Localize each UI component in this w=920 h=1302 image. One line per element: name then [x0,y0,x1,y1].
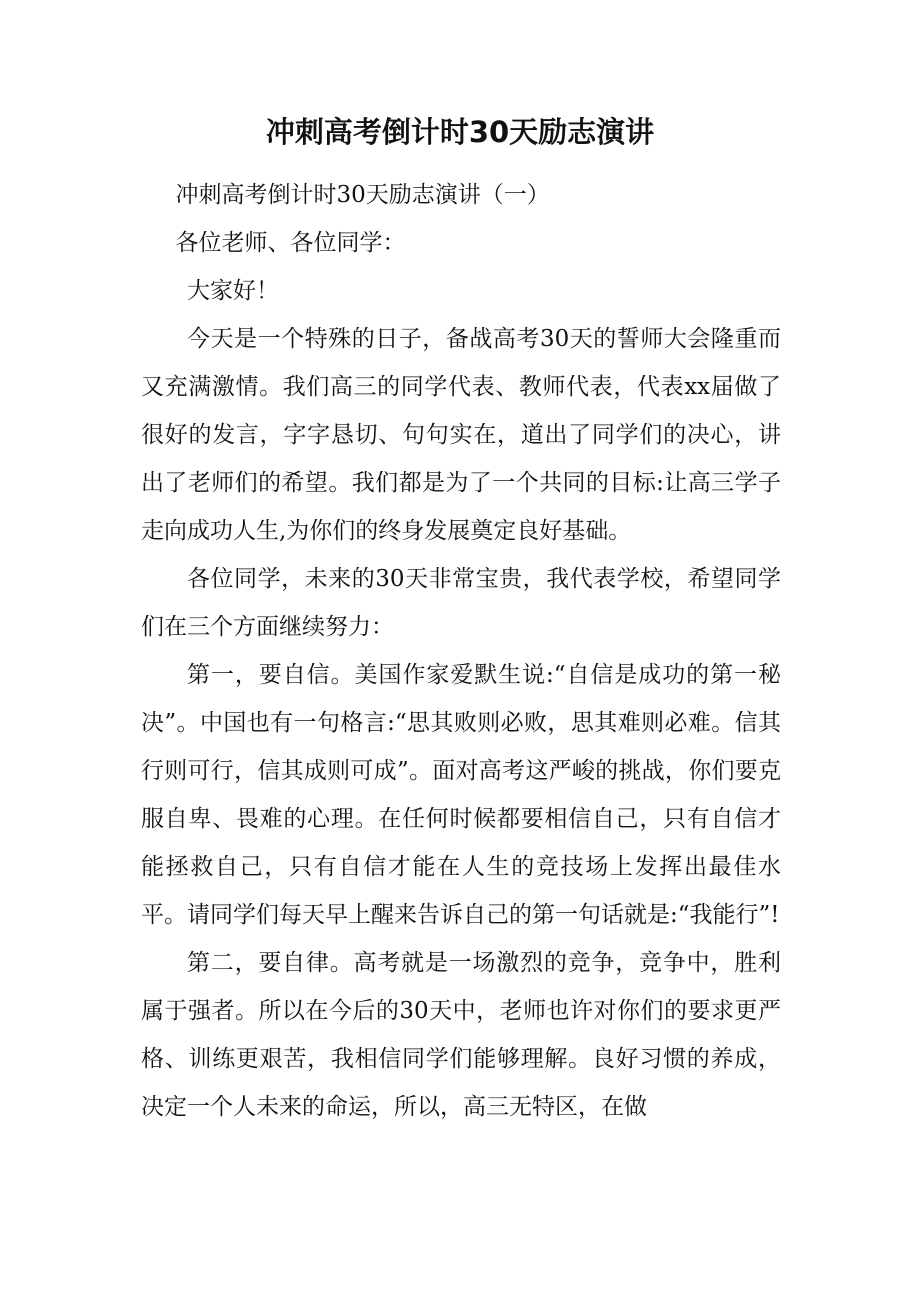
paragraph-1: 今天是一个特殊的日子，备战高考30天的誓师大会隆重而又充满激情。我们高三的同学代表、教师代表，代表xx届做了很好的发言，字字恳切、句句实在，道出了同学们的决心，讲出了老师们的希望。我们都是为了一个共同的目标:让高三学子走向成功人生,为你们的终身发展奠定良好基础。 [141,326,781,544]
greeting: 大家好！ [187,278,279,304]
document-body [141,171,781,1131]
paragraph-2: 各位同学，未来的30天非常宝贵，我代表学校，希望同学们在三个方面继续努力： [141,566,781,640]
document-subtitle: 冲刺高考倒计时30天励志演讲（一） [175,182,550,208]
document-title: 冲刺高考倒计时30天励志演讲 [265,115,655,149]
paragraph-3: 第一，要自信。美国作家爱默生说:“自信是成功的第一秘决”。中国也有一句格言:“思其败则必败，思其难则必难。信其行则可行，信其成则可成”。面对高考这严峻的挑战，你们要克服自卑、畏难的心理。在任何时候都要相信自己，只有自信才能拯救自己，只有自信才能在人生的竞技场上发挥出最佳水平。请同学们每天早上醒来告诉自己的第一句话就是:“我能行”! [141,662,781,928]
salutation: 各位老师、各位同学： [175,230,406,256]
paragraph-4: 第二，要自律。高考就是一场激烈的竞争，竞争中，胜利属于强者。所以在今后的30天中，老师也许对你们的要求更严格、训练更艰苦，我相信同学们能够理解。良好习惯的养成，决定一个人未来的命运，所以，高三无特区，在做 [141,950,781,1120]
